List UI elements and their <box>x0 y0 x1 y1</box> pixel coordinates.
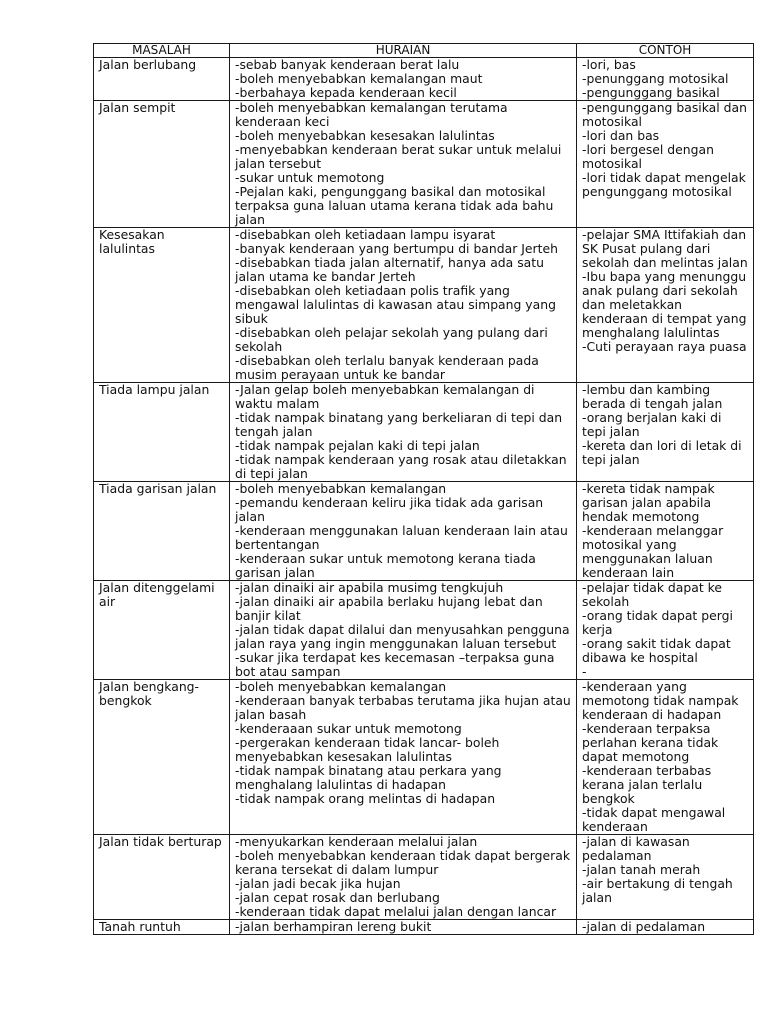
header-contoh: CONTOH <box>577 44 754 58</box>
contoh-line: -jalan di kawasan pedalaman <box>582 834 694 863</box>
huraian-line: -disebabkan oleh ketiadaan polis trafik yang mengawal lalulintas di kawasan atau simpang yang sibuk <box>235 283 560 326</box>
contoh-line: -jalan tanah merah <box>582 862 701 877</box>
masalah-cell: Jalan sempit <box>94 101 230 228</box>
masalah-cell: Jalan tidak berturap <box>94 835 230 920</box>
huraian-cell <box>230 920 577 935</box>
problems-table <box>93 43 754 935</box>
contoh-line: -tidak dapat mengawal kenderaan <box>582 805 730 834</box>
table-row <box>94 680 754 835</box>
contoh-cell <box>577 920 754 935</box>
huraian-line: -jalan tidak dapat dilalui dan menyusahkan pengguna jalan raya yang ingin menggunakan laluan tersebut <box>235 622 574 651</box>
contoh-cell <box>577 58 754 101</box>
table-row <box>94 228 754 383</box>
header-masalah: MASALAH <box>94 44 230 58</box>
huraian-line: -sebab banyak kenderaan berat lalu <box>235 57 460 72</box>
contoh-cell <box>577 835 754 920</box>
contoh-line: -air bertakung di tengah jalan <box>582 876 737 905</box>
huraian-line: -jalan jadi becak jika hujan <box>235 876 401 891</box>
huraian-line: -jalan dinaiki air apabila berlaku hujang lebat dan banjir kilat <box>235 594 547 623</box>
contoh-line: -lori, bas <box>582 57 636 72</box>
huraian-line: -kenderaan banyak terbabas terutama jika hujan atau jalan basah <box>235 693 575 722</box>
huraian-line: -sukar untuk memotong <box>235 170 385 185</box>
huraian-line: -pemandu kenderaan keliru jika tidak ada garisan jalan <box>235 495 548 524</box>
table-row <box>94 482 754 581</box>
table-row <box>94 835 754 920</box>
contoh-line: -Cuti perayaan raya puasa <box>582 339 747 354</box>
masalah-cell: Tanah runtuh <box>94 920 230 935</box>
huraian-line: -tidak nampak pejalan kaki di tepi jalan <box>235 438 480 453</box>
contoh-line: -pengunggang basikal dan motosikal <box>582 100 751 129</box>
contoh-cell <box>577 482 754 581</box>
contoh-cell <box>577 680 754 835</box>
contoh-line: -kenderaan yang memotong tidak nampak kenderaan di hadapan <box>582 679 743 722</box>
masalah-cell: Jalan ditenggelami air <box>94 581 230 680</box>
masalah-cell: Tiada lampu jalan <box>94 383 230 482</box>
contoh-line: -orang berjalan kaki di tepi jalan <box>582 410 726 439</box>
huraian-line: -jalan dinaiki air apabila musimg tengkujuh <box>235 580 504 595</box>
contoh-line: - <box>582 664 587 679</box>
huraian-line: -sukar jika terdapat kes kecemasan –terpaksa guna bot atau sampan <box>235 650 559 679</box>
huraian-line: -Jalan gelap boleh menyebabkan kemalangan di waktu malam <box>235 382 539 411</box>
huraian-line: -boleh menyebabkan kemalangan maut <box>235 71 483 86</box>
huraian-cell <box>230 101 577 228</box>
huraian-line: -boleh menyebabkan kemalangan <box>235 679 447 694</box>
contoh-line: -pengunggang basikal <box>582 85 720 100</box>
contoh-cell <box>577 228 754 383</box>
huraian-line: -menyukarkan kenderaan melalui jalan <box>235 834 478 849</box>
contoh-cell <box>577 581 754 680</box>
huraian-line: -menyebabkan kenderaan berat sukar untuk melalui jalan tersebut <box>235 142 566 171</box>
contoh-line: -kenderaan melanggar motosikal yang menggunakan laluan kenderaan lain <box>582 523 728 580</box>
huraian-line: -berbahaya kepada kenderaan kecil <box>235 85 457 100</box>
huraian-line: -kenderaan menggunakan laluan kenderaan lain atau bertentangan <box>235 523 572 552</box>
huraian-line: -boleh menyebabkan kenderaan tidak dapat bergerak kerana tersekat di dalam lumpur <box>235 848 574 877</box>
table-row <box>94 383 754 482</box>
huraian-line: -boleh menyebabkan kemalangan <box>235 481 447 496</box>
huraian-cell <box>230 383 577 482</box>
contoh-line: -lori bergesel dengan motosikal <box>582 142 718 171</box>
huraian-cell <box>230 680 577 835</box>
masalah-cell: Kesesakan lalulintas <box>94 228 230 383</box>
huraian-line: -disebabkan tiada jalan alternatif, hanya ada satu jalan utama ke bandar Jerteh <box>235 255 548 284</box>
contoh-line: -jalan di pedalaman <box>582 919 706 934</box>
table-row <box>94 920 754 935</box>
contoh-line: -kenderaan terbabas kerana jalan terlalu bengkok <box>582 763 716 806</box>
contoh-line: -lori tidak dapat mengelak pengunggang motosikal <box>582 170 750 199</box>
huraian-line: -disebabkan oleh pelajar sekolah yang pulang dari sekolah <box>235 325 552 354</box>
huraian-line: -jalan cepat rosak dan berlubang <box>235 890 440 905</box>
contoh-line: -orang tidak dapat pergi kerja <box>582 608 737 637</box>
contoh-cell <box>577 101 754 228</box>
table-row <box>94 581 754 680</box>
contoh-cell <box>577 383 754 482</box>
huraian-line: -banyak kenderaan yang bertumpu di bandar Jerteh <box>235 241 558 256</box>
contoh-line: -Ibu bapa yang menunggu anak pulang dari sekolah dan meletakkan kenderaan di tempat yang menghalang lalulintas <box>582 269 751 340</box>
contoh-line: -kereta dan lori di letak di tepi jalan <box>582 438 746 467</box>
table-row <box>94 58 754 101</box>
huraian-cell <box>230 835 577 920</box>
huraian-cell <box>230 58 577 101</box>
header-huraian: HURAIAN <box>230 44 577 58</box>
table-header <box>94 44 754 58</box>
huraian-line: -boleh menyebabkan kesesakan lalulintas <box>235 128 495 143</box>
huraian-line: -tidak nampak orang melintas di hadapan <box>235 791 496 806</box>
contoh-line: -lembu dan kambing berada di tengah jalan <box>582 382 723 411</box>
huraian-line: -disebabkan oleh terlalu banyak kenderaan pada musim perayaan untuk ke bandar <box>235 353 543 382</box>
huraian-line: -kenderaaan sukar untuk memotong <box>235 721 462 736</box>
huraian-line: -pergerakan kenderaan tidak lancar- boleh menyebabkan kesesakan lalulintas <box>235 735 504 764</box>
huraian-line: -boleh menyebabkan kemalangan terutama kenderaan keci <box>235 100 512 129</box>
contoh-line: -penunggang motosikal <box>582 71 729 86</box>
contoh-line: -pelajar SMA Ittifakiah dan SK Pusat pulang dari sekolah dan melintas jalan <box>582 227 751 270</box>
huraian-cell <box>230 482 577 581</box>
contoh-line: -kereta tidak nampak garisan jalan apabila hendak memotong <box>582 481 719 524</box>
header-row <box>94 44 754 58</box>
huraian-line: -tidak nampak kenderaan yang rosak atau diletakkan di tepi jalan <box>235 452 571 481</box>
huraian-line: -kenderaan tidak dapat melalui jalan dengan lancar <box>235 904 557 919</box>
huraian-line: -kenderaan sukar untuk memotong kerana tiada garisan jalan <box>235 551 540 580</box>
contoh-line: -lori dan bas <box>582 128 660 143</box>
huraian-line: -disebabkan oleh ketiadaan lampu isyarat <box>235 227 496 242</box>
huraian-cell <box>230 581 577 680</box>
contoh-line: -kenderaan terpaksa perlahan kerana tidak dapat memotong <box>582 721 723 764</box>
masalah-cell: Tiada garisan jalan <box>94 482 230 581</box>
contoh-line: -orang sakit tidak dapat dibawa ke hospital <box>582 636 735 665</box>
contoh-line: -pelajar tidak dapat ke sekolah <box>582 580 726 609</box>
masalah-cell: Jalan bengkang-bengkok <box>94 680 230 835</box>
huraian-line: -jalan berhampiran lereng bukit <box>235 919 432 934</box>
huraian-line: -tidak nampak binatang yang berkeliaran di tepi dan tengah jalan <box>235 410 567 439</box>
table-row <box>94 101 754 228</box>
huraian-line: -Pejalan kaki, pengunggang basikal dan motosikal terpaksa guna laluan utama kerana tidak ada bahu jalan <box>235 184 558 227</box>
huraian-cell <box>230 228 577 383</box>
huraian-line: -tidak nampak binatang atau perkara yang menghalang lalulintas di hadapan <box>235 763 506 792</box>
table-body <box>94 58 754 935</box>
masalah-cell: Jalan berlubang <box>94 58 230 101</box>
